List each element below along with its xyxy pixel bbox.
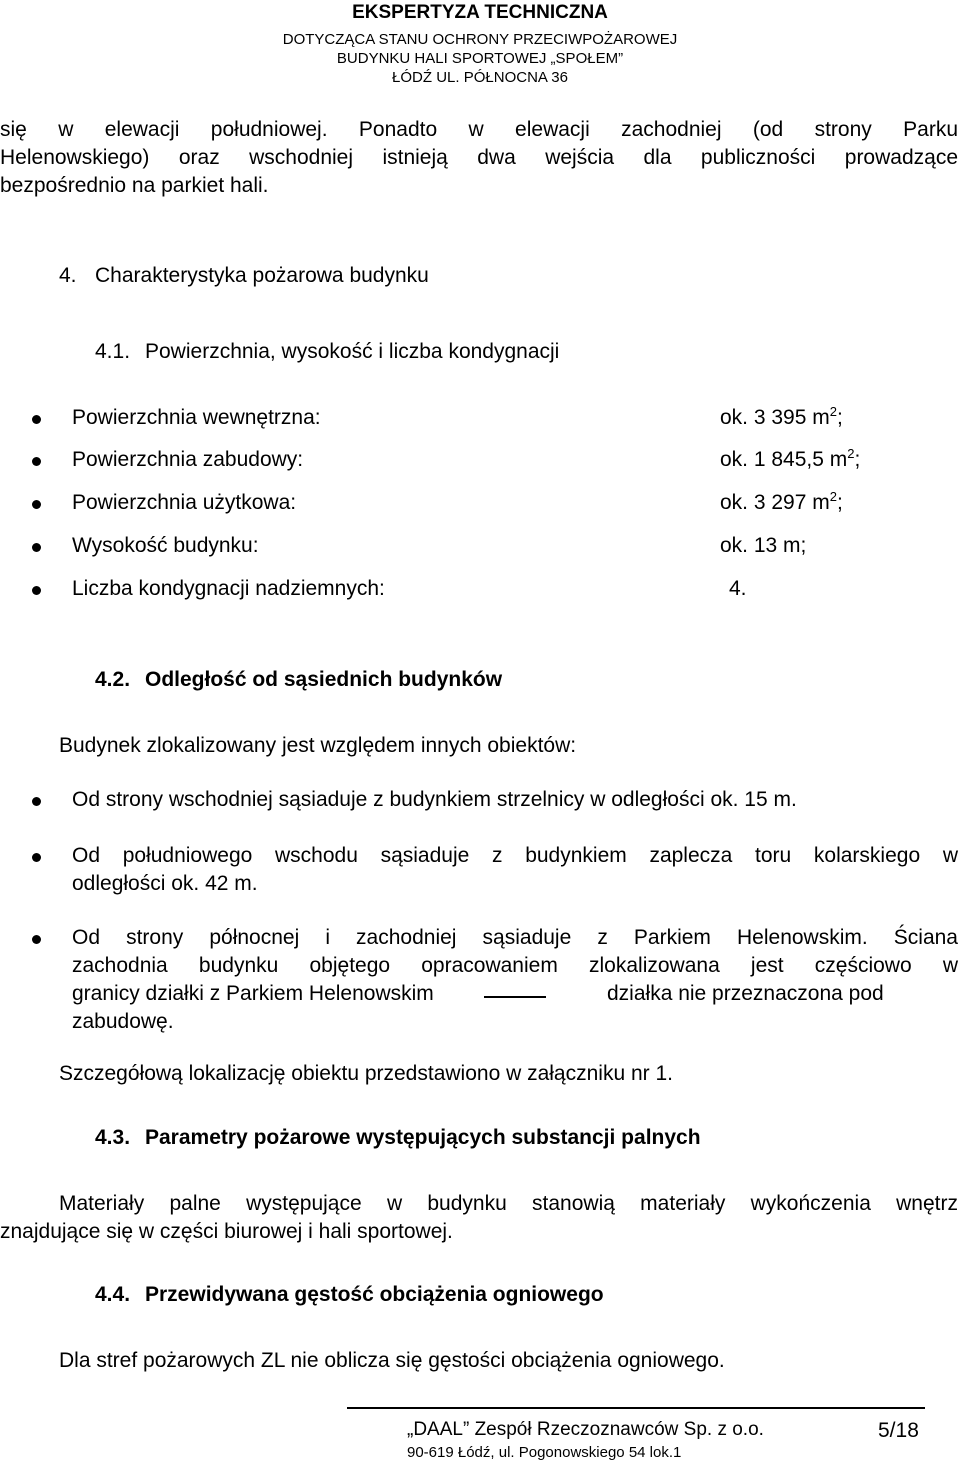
building-height-value: ok. 13 m; [720,534,807,557]
document-title: EKSPERTYZA TECHNICZNA [352,2,608,23]
dash-separator [484,996,546,998]
section-4-title: Charakterystyka pożarowa budynku [95,264,429,287]
neighbor-north-west-line-4: zabudowę. [72,1010,174,1033]
neighbor-north-west-line-3b: działka nie przeznaczona pod [607,982,884,1005]
bullet-icon [32,500,41,509]
floors-label: Liczba kondygnacji nadziemnych: [72,577,385,600]
neighbor-north-west-line-3a: granicy działki z Parkiem Helenowskim [72,982,434,1005]
neighbor-southeast-line-1: Od południowego wschodu sąsiaduje z budynkiem zaplecza toru kolarskiego w [72,844,958,867]
intro-line-3: bezpośrednio na parkiet hali. [0,174,269,197]
section-4-4-number: 4.4. [95,1283,131,1306]
section-4-1-title: Powierzchnia, wysokość i liczba kondygnacji [145,340,560,363]
building-height-label: Wysokość budynku: [72,534,259,557]
section-4-3-number: 4.3. [95,1126,131,1149]
neighbor-north-west-line-2: zachodnia budynku objętego opracowaniem zlokalizowana jest częściowo w [72,954,958,977]
header-line-3: ŁÓDŹ UL. PÓŁNOCNA 36 [392,69,568,86]
floors-value: 4. [729,577,747,600]
intro-line-2: Helenowskiego) oraz wschodniej istnieją dwa wejścia dla publiczności prowadzące [0,146,958,169]
area-usable-label: Powierzchnia użytkowa: [72,491,297,514]
area-built-value: ok. 1 845,5 $m^2$; [720,446,861,471]
section-4-2-closing: Szczegółową lokalizację obiektu przedstawiono w załączniku nr 1. [59,1062,673,1085]
bullet-icon [32,457,41,466]
neighbor-north-west-line-1: Od strony północnej i zachodniej sąsiaduje z Parkiem Helenowskim. Ściana [72,926,958,949]
intro-line-1: się w elewacji południowej. Ponadto w elewacji zachodniej (od strony Parku [0,118,958,141]
area-built-label: Powierzchnia zabudowy: [72,448,304,471]
section-4-4-text: Dla stref pożarowych ZL nie oblicza się gęstości obciążenia ogniowego. [59,1349,725,1372]
footer-company: „DAAL” Zespół Rzeczoznawców Sp. z o.o. [407,1419,764,1440]
section-4-4-title: Przewidywana gęstość obciążenia ogniowego [145,1283,604,1306]
area-internal-value: ok. 3 395 $m^2$; [720,404,843,429]
section-4-number: 4. [59,264,77,287]
bullet-icon [32,853,41,862]
section-4-3-line-2: znajdujące się w części biurowej i hali sportowej. [0,1220,453,1243]
bullet-icon [32,415,41,424]
section-4-2-intro: Budynek zlokalizowany jest względem innych obiektów: [59,734,577,757]
area-usable-value: ok. 3 297 $m^2$; [720,489,843,514]
page-number: 5/18 [878,1419,919,1442]
footer-rule [347,1407,925,1409]
neighbor-southeast-line-2: odległości ok. 42 m. [72,872,258,895]
header-line-2: BUDYNKU HALI SPORTOWEJ „SPOŁEM” [336,50,624,67]
bullet-icon [32,797,41,806]
header-line-1: DOTYCZĄCA STANU OCHRONY PRZECIWPOŻAROWEJ [282,31,678,48]
section-4-3-line-1: Materiały palne występujące w budynku stanowią materiały wykończenia wnętrz [59,1192,958,1215]
bullet-icon [32,543,41,552]
section-4-1-number: 4.1. [95,340,131,363]
area-internal-label: Powierzchnia wewnętrzna: [72,406,321,429]
section-4-2-title: Odległość od sąsiednich budynków [145,668,503,691]
section-4-3-title: Parametry pożarowe występujących substancji palnych [145,1126,701,1149]
bullet-icon [32,935,41,944]
neighbor-east: Od strony wschodniej sąsiaduje z budynkiem strzelnicy w odległości ok. 15 m. [72,788,797,811]
section-4-2-number: 4.2. [95,668,131,691]
footer-address: 90-619 Łódź, ul. Pogonowskiego 54 lok.1 [407,1444,682,1461]
bullet-icon [32,586,41,595]
